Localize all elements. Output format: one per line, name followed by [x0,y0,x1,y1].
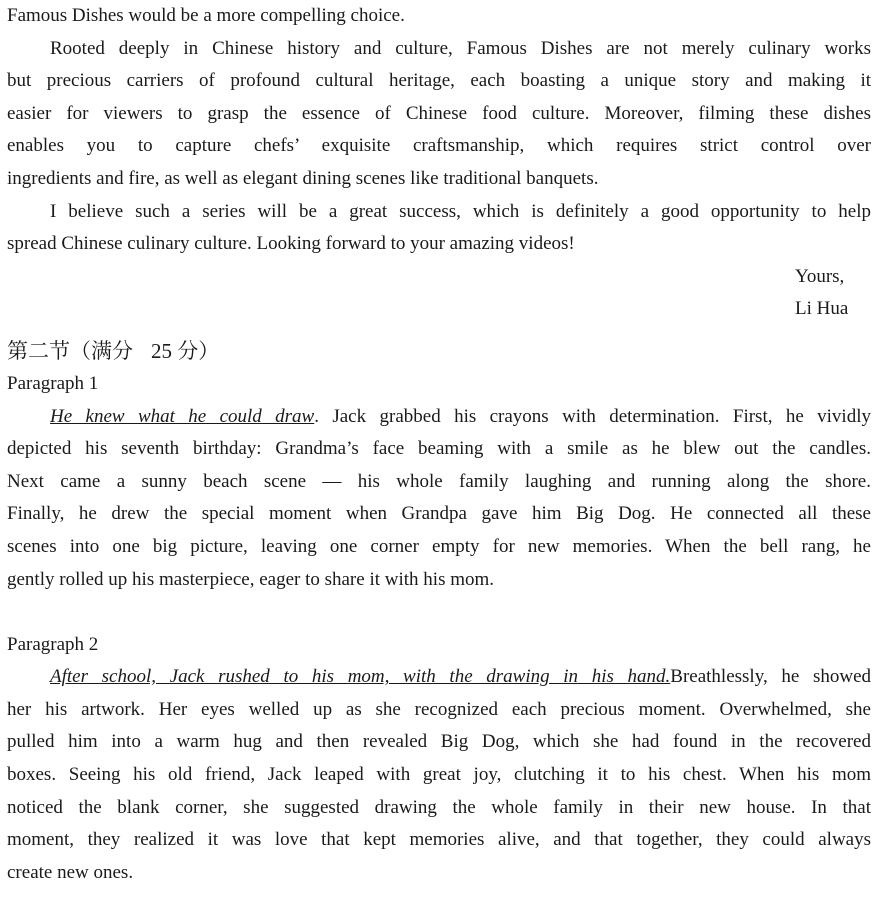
first-line-rest: Breathlessly, he showed [670,666,871,688]
section-score: 25 分） [151,338,220,363]
letter-paragraph-line: ingredients and fire, as well as elegant dining scenes like traditional banquets. [7,167,599,189]
letter-paragraph-line: but precious carriers of profound cultural heritage, each boasting a unique story and making it [7,70,871,92]
given-first-sentence: After school, Jack rushed to his mom, with the drawing in his hand. [50,666,671,688]
paragraph-2-line: moment, they realized it was love that kept memories alive, and that together, they could always [7,829,871,851]
paragraph-2-first-line [7,661,871,694]
letter-paragraph-line: Rooted deeply in Chinese history and culture, Famous Dishes are not merely culinary works [50,37,871,59]
paragraph-2-line: create new ones. [7,861,134,883]
section-heading [7,334,871,368]
paragraph-1-first-line [7,401,871,434]
letter-closing: Yours, [795,265,845,287]
given-first-sentence: He knew what he could draw [50,405,315,427]
paragraph-1-line: depicted his seventh birthday: Grandma’s face beaming with a smile as he blew out the candles. [7,438,871,460]
paragraph-2-line: pulled him into a warm hug and then revealed Big Dog, which she had found in the recovered [7,731,871,753]
letter-paragraph-line: I believe such a series will be a great success, which is definitely a good opportunity to help [50,200,871,222]
paragraph-1-line: gently rolled up his masterpiece, eager to share it with his mom. [7,568,495,590]
paragraph-2-label: Paragraph 2 [7,633,99,655]
document-page [7,0,871,889]
paragraph-1-line: Finally, he drew the special moment when Grandpa gave him Big Dog. He connected all these [7,503,871,525]
paragraph-1-label: Paragraph 1 [7,372,99,394]
letter-paragraph-line: spread Chinese culinary culture. Looking forward to your amazing videos! [7,233,575,255]
paragraph-1-line: Next came a sunny beach scene — his whole family laughing and running along the shore. [7,470,871,492]
letter-intro-line: Famous Dishes would be a more compelling choice. [7,5,405,26]
paragraph-2-line: noticed the blank corner, she suggested drawing the whole family in their new house. In that [7,796,871,818]
section-title: 第二节（满分 [7,338,133,363]
first-line-rest: . Jack grabbed his crayons with determination. First, he vividly [314,405,871,427]
paragraph-1-line: scenes into one big picture, leaving one corner empty for new memories. When the bell rang, he [7,535,871,557]
letter-paragraph-line: easier for viewers to grasp the essence of Chinese food culture. Moreover, filming these dishes [7,102,871,124]
paragraph-2-line: her his artwork. Her eyes welled up as she recognized each precious moment. Overwhelmed, she [7,698,871,720]
letter-signature: Li Hua [795,298,849,320]
paragraph-2-line: boxes. Seeing his old friend, Jack leaped with great joy, clutching it to his chest. When his mom [7,764,871,786]
paragraph-spacer [7,596,871,629]
letter-paragraph-line: enables you to capture chefs’ exquisite craftsmanship, which requires strict control over [7,135,871,157]
